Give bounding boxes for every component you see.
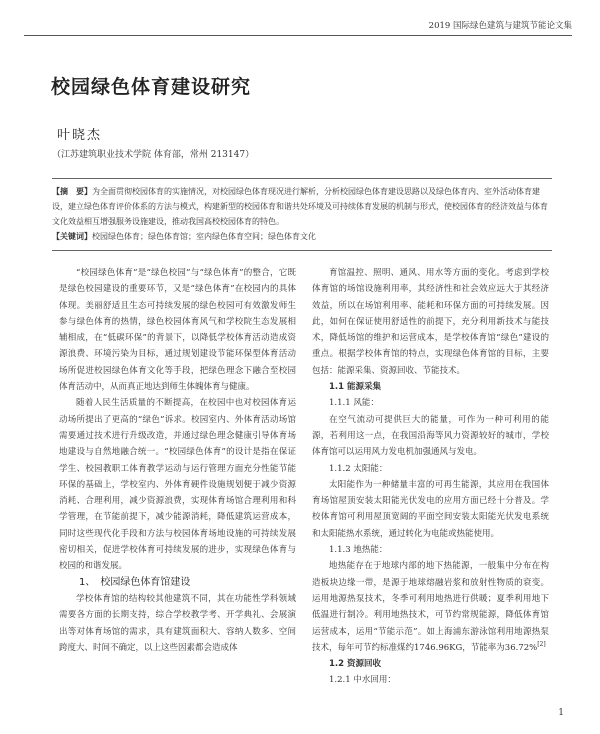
keywords-text: 校园绿色体育；绿色体育馆；室内绿色体育空间；绿色体育文化 <box>92 232 316 241</box>
article-title: 校园绿色体育建设研究 <box>51 76 252 98</box>
author-name: 叶晓杰 <box>57 128 103 143</box>
subsubsection-heading: 1.1.1 风能： <box>329 398 379 409</box>
abstract-label: 【摘 要】 <box>52 187 92 196</box>
body-paragraph <box>312 558 549 656</box>
left-column <box>59 265 296 656</box>
running-header <box>24 19 572 36</box>
body-text: 地热能存在于地球内部的地下热能源，一般集中分布在构造板块边缘一带，是源于地球熔融岩浆和放射性物质的衰变。运用地源热泵技术，冬季可利用地热进行供暖；夏季利用地下低温进行制冷。利用地热技术，可节约常规能源，降低体育馆运营成本，运用“节能示范”。如上海浦东游泳馆利用地源热泵技术，每年可节约标准煤约1746.96KG，节能率为36.72% <box>312 561 549 653</box>
subsubsection-heading: 1.2.1 中水回用： <box>329 675 396 686</box>
body-paragraph: 随着人民生活质量的不断提高，在校园中也对校园体育运动场所提出了更高的“绿色”诉求。校园室内、外体育活动场馆需要通过技术进行升级改造，并通过绿色理念健康引导体育场地建设与自然地融合统一。“校园绿色体育”的设计是指在保证学生、校园教职工体育教学运动与运行管理方面充分性能节能环保的基础上，学校室内、外体育硬件设施规划便于减少资源消耗、合理利用，减少资源浪费，实现体育场馆合理利用和科学管理，在节能前提下，减少能源消耗，降低建筑运营成本，同时这些现代化手段和方法与校园体育场地设施的可持续发展密切相关，促进学校体育可持续发展的进步，实现绿色体育与校园的和谐发展。 <box>59 398 296 572</box>
abstract-paragraph <box>52 184 552 229</box>
keywords-label: 【关键词】 <box>52 232 92 241</box>
author-affiliation: （江苏建筑职业技术学院 体育部，常州 213147） <box>52 150 255 160</box>
subsection-heading: 1.2 资源回收 <box>329 659 382 670</box>
body-paragraph: 在空气流动可提供巨大的能量，可作为一种可利用的能源，若利用这一点，在我国沿海等风力资源较好的城市，学校体育馆可以运用风力发电机加强通风与发电。 <box>312 414 549 458</box>
abstract-text: 为全面贯彻校园体育的实施情况，对校园绿色体育现况进行解析，分析校园绿色体育建设思路以及绿色体育内、室外活动体育建设，建立绿色体育评价体系的方法与模式，构建新型的校园体育和谐共处环境及可持续体育发展的机制与形式，使校园体育的经济效益与体育文化效益相互增强服务设施建设，推动我国高校校园体育的特色。 <box>52 187 548 226</box>
subsubsection-heading: 1.1.3 地热能： <box>329 545 388 556</box>
body-paragraph: 育馆温控、照明、通风、用水等方面的变化。考虑到学校体育馆的场馆设施利用率，其经济性和社会效应远大于其经济效益，所以在场馆利用率、能耗和环保方面的可持续发展。因此，如何在保证使用舒适性的前提下，充分利用新技术与能技术，降低场馆的维护和运营成本，是学校体育馆“绿色”建设的重点。根据学校体育馆的特点，实现绿色体育馆的目标，主要包括：能源采集、资源回收、节能技术。 <box>312 268 549 376</box>
right-column <box>312 265 549 689</box>
subsubsection-heading: 1.1.2 太阳能： <box>329 463 388 474</box>
body-paragraph: 太阳能作为一种储量丰富的可再生能源，其应用在我国体育场馆屋顶安装太阳能光伏发电的应用方面已经十分普及。学校体育馆可利用屋顶宽阔的平面空间安装太阳能光伏发电系统和太阳能热水系统，通过转化为电能或热能使用。 <box>312 479 549 539</box>
page-number: 1 <box>558 708 564 718</box>
citation-ref[interactable]: [2] <box>537 641 546 648</box>
abstract-block <box>52 178 552 251</box>
subsection-heading: 1.1 能源采集 <box>329 382 382 393</box>
keywords-paragraph <box>52 229 552 244</box>
body-paragraph: 学校体育馆的结构较其他建筑不同，其在功能性学科领域需要各方面的长期支持，综合学校教学考、开学典礼、会展演出等对体育场馆的需求，具有建筑面积大、容纳人数多、空间跨度大、时间不确定，以上这些因素都会造成体 <box>59 593 296 653</box>
section-heading: 1、 校园绿色体育馆建设 <box>79 576 191 588</box>
journal-name: 2019 国际绿色建筑与建筑节能论文集 <box>428 21 572 31</box>
body-paragraph: “校园绿色体育”是“绿色校园”与“绿色体育”的整合，它既是绿色校园建设的重要环节，又是“绿色体育”在校园内的具体体现。美丽舒适且生态可持续发展的绿色校园可有效激发师生参与绿色体育的热情，绿色校园体育风气和学校院生态发展相辅相成，在“低碳环保”的背景下，以降低学校体育活动造成资源浪费、环境污染为目标，通过规划建设节能环保型体育活动场所促进校园绿色体育文化等手段，把绿色理念下融合至校园体育活动中，从而真正地达到师生体魄体育与健康。 <box>59 268 296 393</box>
